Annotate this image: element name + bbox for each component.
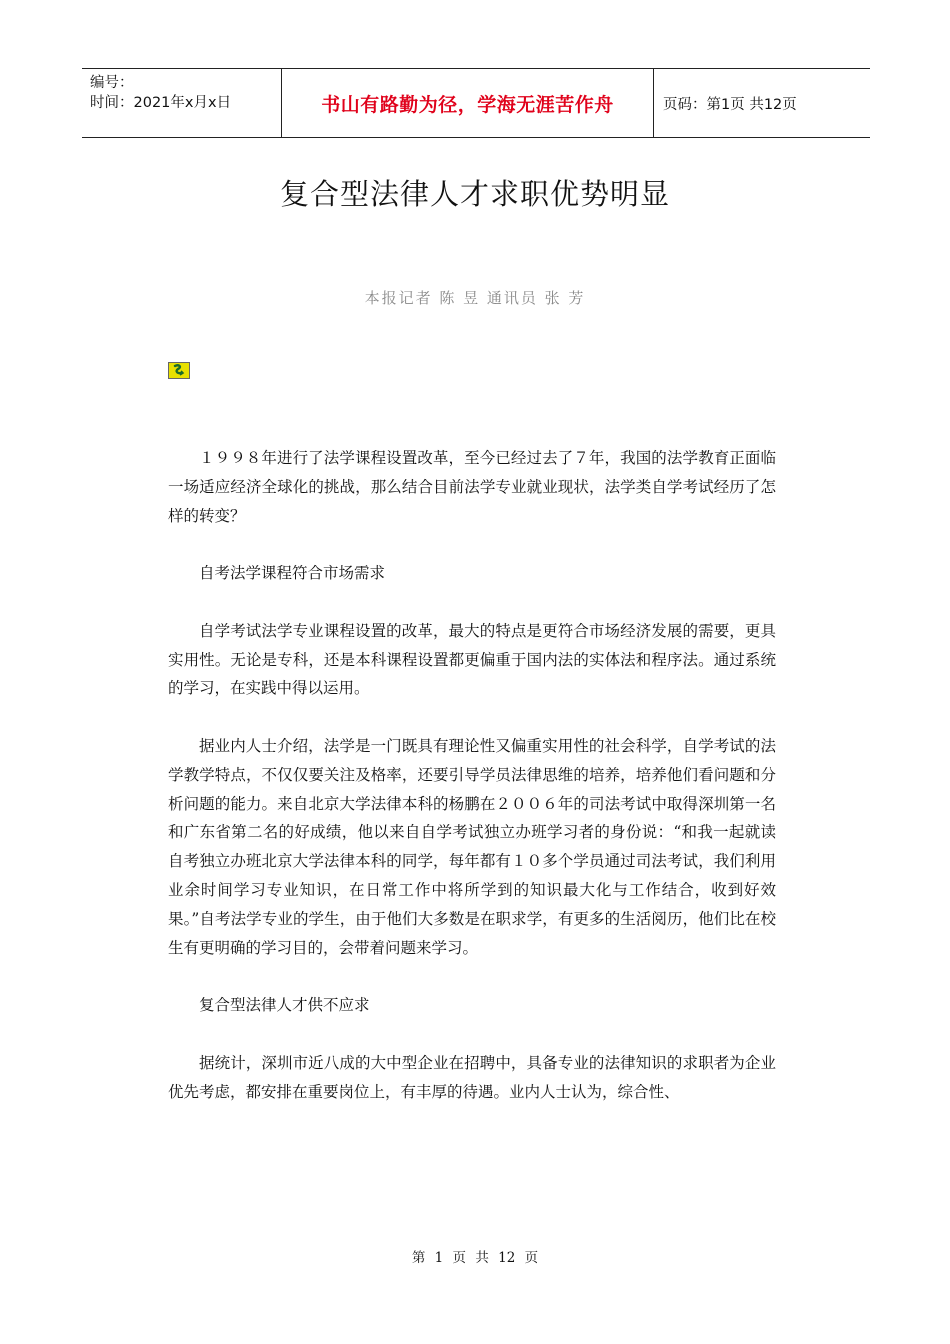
header-motto: 书山有路勤为径，学海无涯苦作舟 bbox=[282, 69, 654, 137]
paragraph-intro: １９９８年进行了法学课程设置改革，至今已经过去了７年，我国的法学教育正面临一场适应经济全球化的挑战，那么结合目前法学专业就业现状，法学类自学考试经历了怎样的转变？ bbox=[168, 449, 776, 525]
header-table bbox=[82, 68, 870, 138]
paragraph-statistics: 据统计，深圳市近八成的大中型企业在招聘中，具备专业的法律知识的求职者为企业优先考虑，都安排在重要岗位上，有丰厚的待遇。业内人士认为，综合性、 bbox=[168, 1053, 776, 1101]
header-page-label: 页码：第1页 共12页 bbox=[663, 96, 797, 113]
number-label: 编号： bbox=[90, 75, 134, 91]
paragraph-insider: 据业内人士介绍，法学是一门既具有理论性又偏重实用性的社会科学，自学考试的法学教学特点，不仅仅要关注及格率，还要引导学员法律思维的培养，培养他们看问题和分析问题的能力。来自北京大学法律本科的杨鹏在２００６年的司法考试中取得深圳第一名和广东省第二名的好成绩，他以来自自学考试独立办班学习者的身份说：“和我一起就读自考独立办班北京大学法律本科的同学，每年都有１０多个学员通过司法考试，我们利用业余时间学习专业知识，在日常工作中将所学到的知识最大化与工作结合，收到好效果。”自考法学专业的学生，由于他们大多数是在职求学，有更多的生活阅历，他们比在校生有更明确的学习目的，会带着问题来学习。 bbox=[168, 736, 776, 957]
page-footer: 第 1 页 共 12 页 bbox=[411, 1250, 539, 1266]
time-label: 时间：2021年x月x日 bbox=[90, 95, 232, 111]
section-heading-demand: 复合型法律人才供不应求 bbox=[199, 996, 370, 1015]
document-icon bbox=[168, 362, 190, 379]
page-title: 复合型法律人才求职优势明显 bbox=[279, 177, 670, 211]
byline: 本报记者 陈 昱 通讯员 张 芳 bbox=[364, 289, 586, 307]
paragraph-curriculum: 自学考试法学专业课程设置的改革，最大的特点是更符合市场经济发展的需要，更具实用性。无论是专科，还是本科课程设置都更偏重于国内法的实体法和程序法。通过系统的学习，在实践中得以运用。 bbox=[168, 621, 776, 698]
header-meta bbox=[82, 69, 282, 137]
section-heading-market: 自考法学课程符合市场需求 bbox=[199, 564, 386, 583]
article-body bbox=[168, 444, 776, 1135]
